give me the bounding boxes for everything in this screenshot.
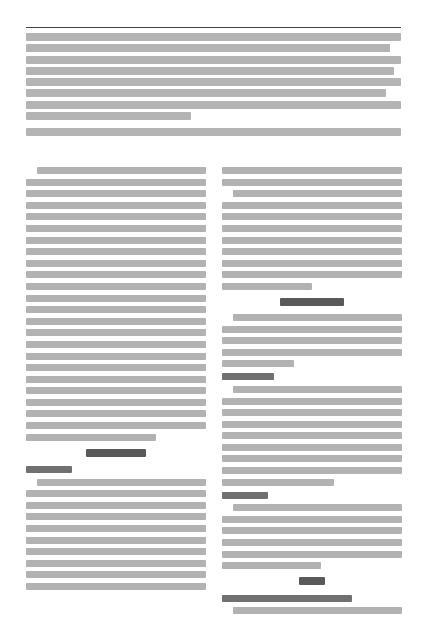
abstract-line [26, 112, 191, 120]
abstract-line [26, 89, 386, 97]
text-line [222, 409, 402, 416]
header-rule [26, 27, 401, 28]
text-line [222, 326, 402, 333]
text-line [222, 260, 402, 267]
text-line [26, 213, 206, 220]
text-line [26, 202, 206, 209]
section-heading [26, 447, 206, 459]
subsection-heading [26, 465, 206, 475]
abstract-line [26, 67, 394, 75]
text-line [222, 432, 402, 439]
text-line [233, 190, 402, 197]
text-line [222, 283, 312, 290]
text-line [26, 318, 206, 325]
keywords-line [26, 128, 401, 136]
text-line [222, 349, 402, 356]
text-line [222, 398, 402, 405]
abstract-line [26, 33, 401, 41]
right-column [222, 167, 402, 619]
abstract-line [26, 78, 401, 86]
text-line [26, 399, 206, 406]
text-line [233, 504, 402, 511]
text-line [26, 283, 206, 290]
section-heading [222, 575, 402, 587]
text-line [222, 202, 402, 209]
section-heading [222, 296, 402, 308]
text-line [26, 410, 206, 417]
text-line [222, 516, 402, 523]
text-line [26, 537, 206, 544]
text-line [26, 490, 206, 497]
subsection-heading [222, 593, 402, 603]
text-line [222, 467, 402, 474]
text-line [26, 329, 206, 336]
text-line [26, 353, 206, 360]
text-line [26, 237, 206, 244]
text-line [222, 271, 402, 278]
text-line [26, 387, 206, 394]
text-line [222, 479, 334, 486]
text-line [233, 314, 402, 321]
text-line [222, 455, 402, 462]
text-line [222, 179, 402, 186]
text-line [26, 376, 206, 383]
text-line [26, 583, 206, 590]
abstract-line [26, 56, 401, 64]
text-line [26, 422, 206, 429]
subsection-heading [222, 372, 402, 382]
text-line [26, 225, 206, 232]
running-header [26, 9, 401, 23]
text-line [222, 213, 402, 220]
text-line [26, 525, 206, 532]
text-line [26, 571, 206, 578]
text-line [222, 167, 402, 174]
text-line [26, 364, 206, 371]
text-line [26, 179, 206, 186]
text-line [222, 539, 402, 546]
text-line [233, 607, 402, 614]
text-line [222, 337, 402, 344]
english-abstract-continued [26, 33, 401, 148]
text-line [222, 248, 402, 255]
text-line [26, 560, 206, 567]
text-line [26, 306, 206, 313]
abstract-line [26, 44, 390, 52]
text-line [222, 444, 402, 451]
text-line [26, 271, 206, 278]
text-line [26, 295, 206, 302]
text-line [26, 190, 206, 197]
text-line [222, 237, 402, 244]
text-line [233, 386, 402, 393]
text-line [222, 421, 402, 428]
text-line [26, 260, 206, 267]
text-line [222, 527, 402, 534]
text-line [37, 479, 206, 486]
text-line [26, 513, 206, 520]
text-line [222, 225, 402, 232]
text-line [26, 548, 206, 555]
abstract-line [26, 101, 401, 109]
text-line [222, 551, 402, 558]
text-line [37, 167, 206, 174]
text-line [222, 562, 321, 569]
text-line [26, 248, 206, 255]
subsection-heading [222, 490, 402, 500]
left-column [26, 167, 206, 595]
text-line [222, 360, 294, 367]
text-line [26, 341, 206, 348]
text-line [26, 434, 156, 441]
text-line [26, 502, 206, 509]
